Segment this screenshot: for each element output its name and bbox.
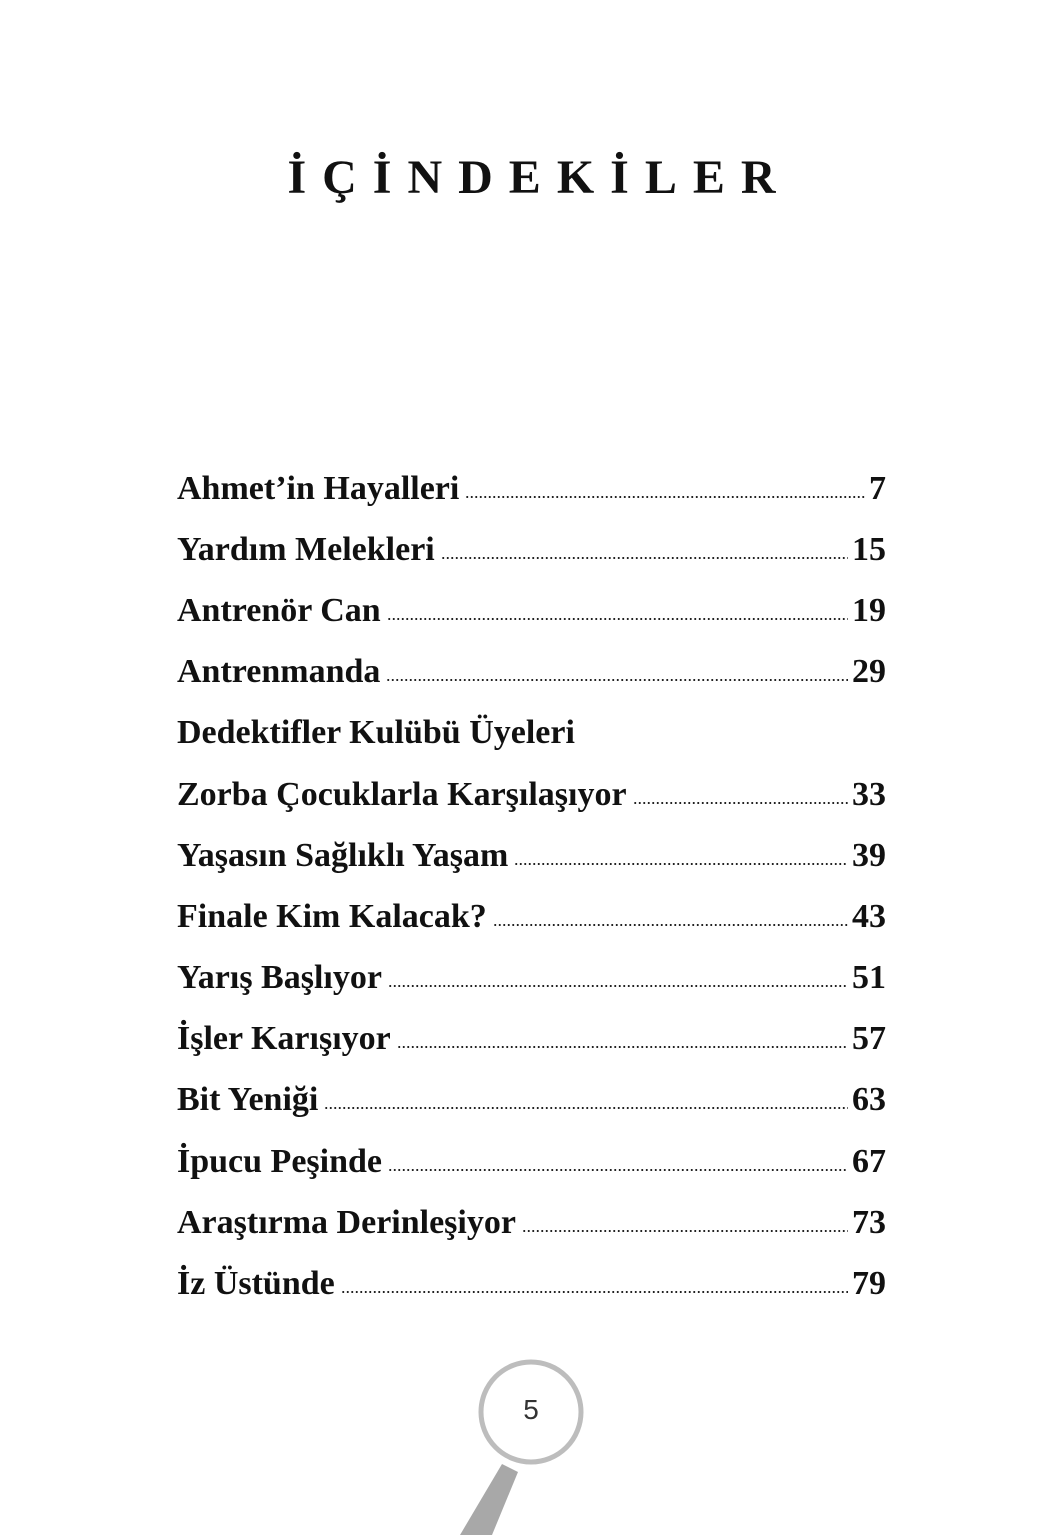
toc-entry-page: 73 bbox=[852, 1203, 886, 1241]
toc-entry bbox=[177, 1070, 886, 1131]
toc-entry-title: Zorba Çocuklarla Karşılaşıyor bbox=[177, 775, 627, 813]
toc-entry bbox=[177, 642, 886, 703]
toc-entry-title: Ahmet’in Hayalleri bbox=[177, 469, 460, 507]
toc-leader-dots bbox=[386, 678, 848, 682]
table-of-contents bbox=[177, 458, 886, 1315]
toc-entry-title: İşler Karışıyor bbox=[177, 1020, 391, 1058]
page-number: 5 bbox=[523, 1394, 539, 1425]
magnifier-handle bbox=[460, 1464, 518, 1535]
toc-entry-page: 63 bbox=[852, 1081, 886, 1119]
toc-leader-dots bbox=[388, 1168, 848, 1172]
toc-entry-title: Finale Kim Kalacak? bbox=[177, 897, 487, 935]
toc-entry bbox=[177, 825, 886, 886]
toc-leader-dots bbox=[493, 923, 848, 927]
toc-entry-page: 39 bbox=[852, 836, 886, 874]
toc-entry-title: Dedektifler Kulübü Üyeleri bbox=[177, 714, 575, 752]
toc-entry-title: Antrenör Can bbox=[177, 591, 381, 629]
toc-entry bbox=[177, 886, 886, 947]
toc-leader-dots bbox=[522, 1229, 848, 1233]
toc-leader-dots bbox=[324, 1106, 848, 1110]
toc-entry bbox=[177, 1009, 886, 1070]
toc-leader-dots bbox=[441, 556, 848, 560]
toc-leader-dots bbox=[341, 1290, 848, 1294]
toc-entry-title: Araştırma Derinleşiyor bbox=[177, 1203, 516, 1241]
toc-entry-page: 57 bbox=[852, 1020, 886, 1058]
toc-entry bbox=[177, 458, 886, 519]
toc-entry-page: 19 bbox=[852, 591, 886, 629]
toc-leader-dots bbox=[465, 495, 865, 499]
toc-entry bbox=[177, 1192, 886, 1253]
toc-entry-page: 43 bbox=[852, 897, 886, 935]
toc-entry-title: İpucu Peşinde bbox=[177, 1142, 382, 1180]
toc-entry-page: 15 bbox=[852, 530, 886, 568]
toc-leader-dots bbox=[387, 617, 848, 621]
toc-leader-dots bbox=[397, 1045, 848, 1049]
toc-entry-page: 33 bbox=[852, 775, 886, 813]
toc-entry-title: Bit Yeniği bbox=[177, 1081, 319, 1119]
toc-entry-page: 67 bbox=[852, 1142, 886, 1180]
toc-entry-page: 79 bbox=[852, 1265, 886, 1303]
toc-leader-dots bbox=[633, 801, 848, 805]
toc-leader-dots bbox=[388, 984, 848, 988]
toc-entry-title: Yardım Melekleri bbox=[177, 530, 435, 568]
toc-entry bbox=[177, 703, 886, 764]
toc-entry-page: 51 bbox=[852, 959, 886, 997]
toc-entry-title: İz Üstünde bbox=[177, 1265, 335, 1303]
toc-entry-title: Yaşasın Sağlıklı Yaşam bbox=[177, 836, 509, 874]
toc-entry-page: 7 bbox=[869, 469, 886, 507]
toc-entry-page: 29 bbox=[852, 653, 886, 691]
toc-entry bbox=[177, 1131, 886, 1192]
toc-entry bbox=[177, 580, 886, 641]
page-title: İÇİNDEKİLER bbox=[287, 151, 792, 204]
toc-entry bbox=[177, 948, 886, 1009]
toc-entry-title: Yarış Başlıyor bbox=[177, 959, 382, 997]
toc-entry bbox=[177, 1253, 886, 1314]
toc-entry bbox=[177, 519, 886, 580]
toc-entry-title: Antrenmanda bbox=[177, 653, 381, 691]
toc-entry bbox=[177, 764, 886, 825]
toc-leader-dots bbox=[514, 862, 848, 866]
magnifier-icon bbox=[440, 1352, 630, 1535]
